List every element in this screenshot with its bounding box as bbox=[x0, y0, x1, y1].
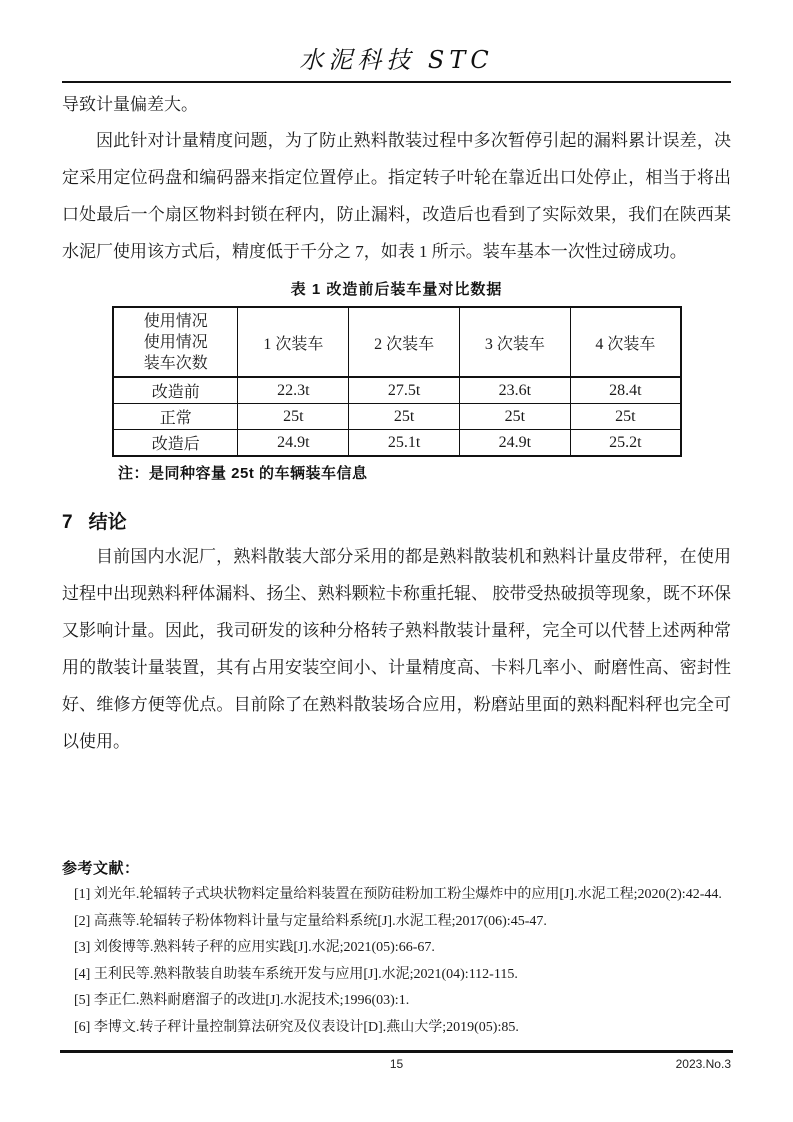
table-corner-cell bbox=[113, 307, 238, 377]
page-number: 15 bbox=[389, 1057, 404, 1071]
column-header-load-2: 2 次装车 bbox=[349, 307, 460, 377]
corner-line-1: 使用情况 bbox=[143, 312, 208, 330]
table-cell: 28.4t bbox=[570, 377, 681, 404]
reference-item-6: [6] 李博文.转子秤计量控制算法研究及仪表设计[D].燕山大学;2019(05):85. bbox=[74, 1019, 519, 1035]
row-label: 正常 bbox=[113, 404, 238, 430]
reference-item-1: [1] 刘光年.轮辐转子式块状物料定量给料装置在预防硅粉加工粉尘爆炸中的应用[J].水泥工程;2020(2):42-44. bbox=[74, 887, 722, 902]
table-row-normal bbox=[113, 404, 681, 430]
column-header-load-3: 3 次装车 bbox=[459, 307, 570, 377]
table-cell: 22.3t bbox=[238, 377, 349, 404]
references-heading: 参考文献： bbox=[62, 861, 140, 877]
reference-item-5: [5] 李正仁.熟料耐磨溜子的改进[J].水泥技术;1996(03):1. bbox=[74, 993, 410, 1008]
paragraph-measurement-precision: 因此针对计量精度问题，为了防止熟料散装过程中多次暂停引起的漏料累计误差，决定采用定位码盘和编码器来指定位置停止。指定转子叶轮在靠近出口处停止，相当于将出口处最后一个扇区物料封锁在秤内，防止漏料，改造后也看到了实际效果，我们在陕西某水泥厂使用该方式后，精度低于千分之 7，如表 1 所示。装车基本一次性过磅成功。 bbox=[62, 131, 731, 261]
loading-comparison-table bbox=[112, 306, 682, 457]
column-header-load-1: 1 次装车 bbox=[238, 307, 349, 377]
paragraph-conclusion: 目前国内水泥厂，熟料散装大部分采用的都是熟料散装机和熟料计量皮带秤，在使用过程中出现熟料秤体漏料、扬尘、熟料颗粒卡称重托辊、 胶带受热破损等现象，既不环保又影响计量。因此，我司研发的该种分格转子熟料散装计量秤，完全可以代替上述两种常用的散装计量装置，其有占用安装空间小、计量精度高、卡料几率小、耐磨性高、密封性好、维修方便等优点。目前除了在熟料散装场合应用，粉磨站里面的熟料配料秤也完全可以使用。 bbox=[62, 547, 731, 751]
table-cell: 25.2t bbox=[570, 430, 681, 457]
table-cell: 25t bbox=[570, 404, 681, 430]
table-cell: 24.9t bbox=[238, 430, 349, 457]
table-cell: 27.5t bbox=[349, 377, 460, 404]
reference-item-3: [3] 刘俊博等.熟料转子秤的应用实践[J].水泥;2021(05):66-67. bbox=[74, 940, 435, 955]
table-cell: 25t bbox=[238, 404, 349, 430]
table-caption: 表 1 改造前后装车量对比数据 bbox=[290, 281, 503, 298]
page-content bbox=[62, 83, 731, 1041]
table-header-row bbox=[113, 307, 681, 377]
table-cell: 25t bbox=[459, 404, 570, 430]
reference-item-2: [2] 高燕等.轮辐转子粉体物料计量与定量给料系统[J].水泥工程;2017(06):45-47. bbox=[74, 913, 547, 929]
issue-label: 2023.No.3 bbox=[675, 1057, 731, 1071]
corner-line-2: 使用情况 bbox=[143, 333, 208, 351]
reference-item-4: [4] 王利民等.熟料散装自助装车系统开发与应用[J].水泥;2021(04):112-115. bbox=[74, 966, 518, 982]
page-footer bbox=[0, 1050, 793, 1075]
table-cell: 23.6t bbox=[459, 377, 570, 404]
table-cell: 25.1t bbox=[349, 430, 460, 457]
page-header bbox=[0, 0, 793, 83]
table-cell: 25t bbox=[349, 404, 460, 430]
journal-title: 水泥科技 STC bbox=[299, 46, 494, 74]
column-header-load-4: 4 次装车 bbox=[570, 307, 681, 377]
table-cell: 24.9t bbox=[459, 430, 570, 457]
section-number: 7 bbox=[62, 512, 73, 533]
table-row-before bbox=[113, 377, 681, 404]
row-label: 改造后 bbox=[113, 430, 238, 457]
paragraph-continuation: 导致计量偏差大。 bbox=[62, 95, 198, 114]
table-note: 注：是同种容量 25t 的车辆装车信息 bbox=[118, 465, 368, 482]
row-label: 改造前 bbox=[113, 377, 238, 404]
corner-line-3: 装车次数 bbox=[143, 354, 208, 372]
table-row-after bbox=[113, 430, 681, 457]
section-heading-conclusion bbox=[62, 507, 731, 534]
section-title: 结论 bbox=[88, 512, 127, 533]
footer-row bbox=[62, 1053, 731, 1075]
